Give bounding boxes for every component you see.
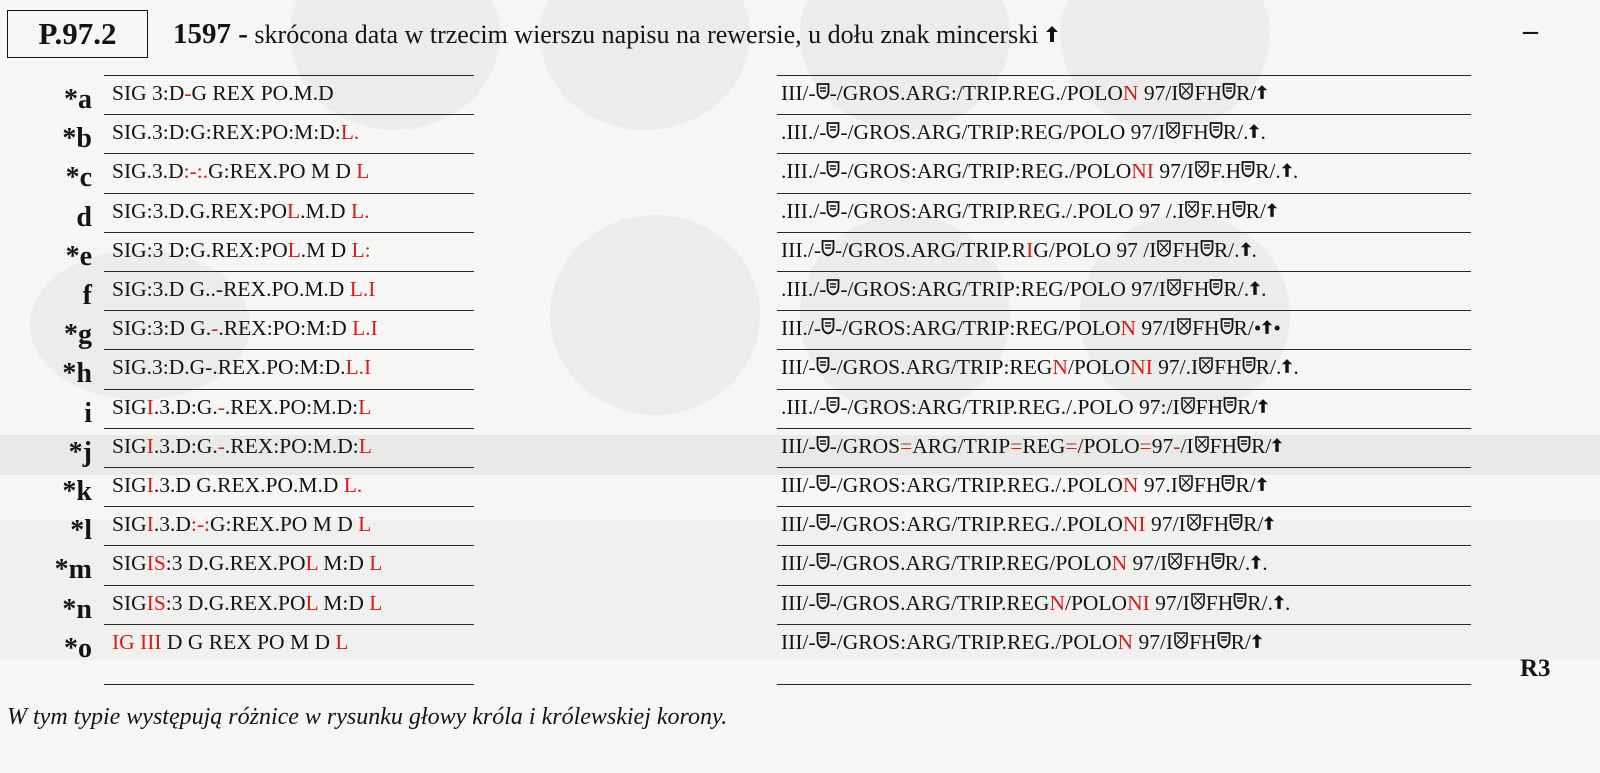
- legend-text: FH: [1183, 551, 1211, 576]
- legend-text: R/.: [1255, 355, 1282, 380]
- legend-text: R/: [1235, 473, 1256, 497]
- variant-row: [0, 232, 1600, 271]
- coat-of-arms-icon: [1173, 625, 1189, 659]
- variant-mark: I: [146, 473, 154, 497]
- legend-text: -/GROS:ARG/TRIP.REG./.POLO 97 /.I: [840, 198, 1185, 223]
- shield-icon: [1242, 350, 1256, 384]
- variant-mark: L: [287, 237, 301, 262]
- legend-text: .3.D:G.: [153, 394, 218, 419]
- legend-text: .: [1262, 551, 1268, 576]
- variant-mark: N: [1117, 629, 1134, 654]
- coat-of-arms-icon: [1165, 115, 1181, 149]
- legend-text: .3.D: [153, 512, 191, 537]
- variant-mark: IS: [146, 551, 166, 576]
- legend-text: .REX:PO:M:D: [218, 316, 353, 341]
- legend-text: .: [1261, 277, 1267, 301]
- bottom-rule: [777, 684, 1471, 685]
- variant-mark: L: [305, 590, 318, 615]
- legend-text: /POLO: [1064, 590, 1128, 615]
- legend-text: -/GROS:ARG/TRIP:REG./POLO: [840, 159, 1132, 184]
- variant-mark: =: [1065, 433, 1078, 458]
- reverse-legend: [777, 545, 1471, 583]
- legend-text: .: [1260, 120, 1266, 145]
- legend-text: -/GROS.ARG:/TRIP.REG./POLO: [829, 81, 1123, 105]
- variant-letter: *e: [65, 240, 92, 272]
- variant-mark: L: [287, 198, 301, 223]
- variant-letter: i: [84, 397, 92, 429]
- legend-text: .III./-: [781, 198, 827, 223]
- variant-letter: *o: [64, 632, 92, 664]
- obverse-legend: [104, 310, 474, 348]
- variant-letter: *c: [65, 162, 92, 194]
- legend-text: SIG 3:D: [112, 81, 185, 105]
- legend-text: SIG.3.D: [112, 159, 184, 184]
- legend-text: FH: [1209, 433, 1238, 458]
- reverse-legend: [777, 193, 1471, 231]
- type-description: skrócona data w trzecim wierszu napisu na rewersie, u dołu znak mincerski: [254, 20, 1039, 49]
- legend-text: 97/I: [1138, 81, 1179, 105]
- legend-text: :3 D.G.REX.PO: [165, 590, 306, 615]
- variant-mark: L: [356, 159, 370, 184]
- mint-mark-icon: [1250, 546, 1262, 580]
- legend-text: F.H: [1209, 159, 1242, 184]
- variant-row: [0, 114, 1600, 153]
- legend-text: SIG:3.D.G.REX:PO: [112, 198, 288, 223]
- coat-of-arms-icon: [1194, 429, 1210, 463]
- shield-icon: [1209, 272, 1223, 306]
- legend-text: M:D: [317, 551, 370, 576]
- variant-mark: =: [900, 433, 913, 458]
- obverse-legend: [104, 545, 474, 583]
- legend-text: .: [1293, 355, 1299, 380]
- footnote: W tym typie występują różnice w rysunku głowy króla i królewskiej korony.: [7, 704, 728, 730]
- variant-mark: L: [335, 629, 349, 654]
- legend-text: .M D: [300, 237, 352, 262]
- coat-of-arms-icon: [1190, 586, 1206, 620]
- legend-text: III/-: [781, 551, 816, 576]
- variant-mark: :-:: [190, 512, 210, 537]
- legend-text: FH: [1193, 473, 1222, 497]
- legend-text: G REX PO.M.D: [191, 81, 334, 105]
- legend-text: 97/I: [1136, 316, 1177, 341]
- legend-text: SIG: [112, 394, 147, 419]
- shield-icon: [1232, 194, 1246, 228]
- shield-icon: [1209, 115, 1223, 149]
- legend-text: .M.D: [300, 198, 351, 223]
- reverse-legend: [777, 310, 1471, 348]
- variant-mark: NI: [1130, 355, 1153, 380]
- legend-text: III/-: [781, 473, 816, 497]
- variant-mark: L:: [351, 237, 371, 262]
- variant-letter: *a: [64, 84, 92, 115]
- legend-text: .: [1251, 237, 1257, 262]
- shield-icon: [816, 350, 830, 384]
- reverse-legend: [777, 232, 1471, 270]
- legend-text: SIG: [112, 512, 147, 537]
- reverse-legend: [777, 271, 1471, 309]
- legend-text: FH: [1181, 277, 1210, 301]
- obverse-legend: [104, 114, 474, 152]
- legend-text: III./-: [781, 316, 821, 341]
- variant-mark: I: [146, 394, 154, 419]
- legend-text: III/-: [781, 355, 816, 380]
- coat-of-arms-icon: [1167, 546, 1183, 580]
- reverse-legend: [777, 75, 1471, 113]
- legend-text: R/.: [1247, 590, 1273, 615]
- shield-icon: [816, 468, 830, 502]
- rarity-badge: R3: [1520, 655, 1551, 682]
- legend-text: 97/I: [1133, 629, 1174, 654]
- shield-icon: [816, 429, 830, 463]
- mint-mark-icon: [1271, 429, 1283, 463]
- legend-text: -/GROS: [829, 433, 901, 458]
- variant-letter: *k: [62, 476, 92, 507]
- variant-mark: -: [217, 394, 225, 419]
- variant-row: [0, 310, 1600, 349]
- shield-icon: [816, 546, 830, 580]
- page-dash: –: [1523, 14, 1538, 47]
- variant-mark: L: [358, 512, 372, 537]
- variant-mark: L.I: [349, 277, 376, 301]
- legend-text: -/GROS:ARG/TRIP:REG/POLO 97/I: [840, 277, 1166, 301]
- variant-mark: L.: [340, 120, 360, 145]
- variant-row: [0, 585, 1600, 624]
- variant-mark: =: [1010, 433, 1023, 458]
- legend-text: G:REX.PO M D: [208, 159, 357, 184]
- legend-text: -/GROS.ARG/TRIP.R: [835, 237, 1027, 262]
- shield-icon: [816, 507, 830, 541]
- legend-text: .: [1292, 159, 1299, 184]
- shield-icon: [1237, 429, 1251, 463]
- variant-mark: L: [358, 394, 372, 419]
- variant-mark: L.: [343, 473, 363, 497]
- legend-text: FH: [1195, 394, 1224, 419]
- variant-letter: d: [76, 201, 92, 233]
- legend-text: FH: [1181, 120, 1209, 145]
- shield-icon: [821, 233, 835, 267]
- legend-text: 97/I: [1145, 512, 1186, 537]
- legend-text: III/-: [781, 81, 816, 105]
- bottom-rule: [104, 684, 474, 685]
- mint-mark-icon: [1256, 468, 1268, 502]
- legend-text: FH: [1172, 237, 1200, 262]
- type-code-box: P.97.2: [7, 10, 148, 58]
- legend-text: -/GROS:ARG/TRIP:REG/POLO: [835, 316, 1121, 341]
- mint-mark-icon: [1249, 272, 1261, 306]
- mint-mark-icon: [1266, 194, 1278, 228]
- legend-text: SIG.3:D.G-.REX.PO:M:D.: [112, 355, 346, 380]
- type-year: 1597 -: [173, 18, 248, 50]
- legend-text: M:D: [317, 590, 370, 615]
- variant-mark: N: [1120, 316, 1137, 341]
- coat-of-arms-icon: [1180, 390, 1196, 424]
- legend-text: .III./-: [781, 277, 827, 301]
- legend-text: SIG: [112, 433, 147, 458]
- variant-mark: -: [184, 81, 192, 105]
- legend-text: R/.: [1222, 120, 1249, 145]
- mint-mark-icon: [1257, 390, 1269, 424]
- legend-text: SIG: [112, 590, 147, 615]
- obverse-legend: [104, 349, 474, 387]
- shield-icon: [1220, 311, 1234, 345]
- variant-letter: *b: [62, 123, 92, 155]
- reverse-legend: [777, 389, 1471, 427]
- legend-text: III./-: [781, 237, 821, 262]
- coat-of-arms-icon: [1198, 350, 1214, 384]
- coat-of-arms-icon: [1194, 154, 1210, 188]
- legend-text: SIG:3:D G.: [112, 316, 212, 341]
- legend-text: F.H: [1200, 198, 1232, 223]
- variant-row: [0, 193, 1600, 232]
- variant-mark: L.I: [345, 355, 372, 380]
- reverse-legend: [777, 349, 1471, 387]
- legend-text: ARG/TRIP: [912, 433, 1011, 458]
- legend-text: FH: [1201, 512, 1230, 537]
- legend-text: III/-: [781, 590, 816, 615]
- legend-text: -/GROS.ARG/TRIP:REG: [829, 355, 1053, 380]
- legend-text: /POLO: [1077, 433, 1140, 458]
- shield-icon: [826, 272, 840, 306]
- legend-text: -/GROS:ARG/TRIP.REG./.POLO: [829, 473, 1123, 497]
- legend-text: III/-: [781, 512, 816, 537]
- legend-text: R/: [1243, 512, 1264, 537]
- shield-icon: [1211, 546, 1225, 580]
- shield-icon: [821, 311, 835, 345]
- shield-icon: [1223, 390, 1237, 424]
- legend-text: .III./-: [781, 159, 827, 184]
- legend-text: REG: [1022, 433, 1066, 458]
- variant-mark: :-:.: [183, 159, 209, 184]
- variant-mark: -: [217, 433, 225, 458]
- reverse-legend: [777, 467, 1471, 505]
- mint-mark-icon: [1251, 625, 1263, 659]
- variant-mark: =: [1139, 433, 1152, 458]
- variant-mark: L: [358, 433, 372, 458]
- variant-row: [0, 545, 1600, 584]
- coat-of-arms-icon: [1156, 233, 1172, 267]
- obverse-legend: [104, 271, 474, 309]
- variant-mark: I: [1026, 237, 1034, 262]
- legend-text: FH: [1214, 355, 1242, 380]
- legend-text: -/GROS:ARG/TRIP.REG./.POLO 97:/I: [840, 394, 1180, 419]
- legend-text: 97/I: [1149, 590, 1190, 615]
- legend-text: -/GROS.ARG/TRIP.REG: [829, 590, 1050, 615]
- reverse-legend: [777, 585, 1471, 623]
- legend-text: FH: [1189, 629, 1217, 654]
- obverse-legend: [104, 506, 474, 544]
- variant-mark: I: [146, 433, 154, 458]
- variant-mark: IG III: [112, 629, 162, 654]
- legend-text: .III./-: [781, 394, 827, 419]
- legend-text: R/: [1251, 433, 1272, 458]
- legend-text: G/POLO 97 /I: [1033, 237, 1157, 262]
- obverse-legend: [104, 389, 474, 427]
- mint-mark-icon: [1261, 311, 1273, 345]
- legend-text: R/.: [1255, 159, 1281, 184]
- legend-text: 97/.I: [1152, 355, 1199, 380]
- legend-text: III/-: [781, 433, 816, 458]
- legend-text: R/: [1230, 629, 1251, 654]
- variant-letter: *j: [68, 436, 92, 468]
- legend-text: -/GROS:ARG/TRIP.REG./POLO: [829, 629, 1118, 654]
- mint-mark-icon: [1281, 350, 1293, 384]
- variant-letter: *g: [64, 319, 92, 351]
- variant-mark: L.I: [352, 316, 378, 341]
- legend-text: •: [1273, 316, 1281, 341]
- legend-text: /POLO: [1067, 355, 1131, 380]
- variant-mark: N: [1049, 590, 1065, 615]
- variant-mark: L.: [350, 198, 370, 223]
- coat-of-arms-icon: [1186, 507, 1202, 541]
- shield-icon: [1221, 468, 1235, 502]
- legend-text: .3.D G.REX.PO.M.D: [153, 473, 344, 497]
- legend-text: R/: [1237, 394, 1258, 419]
- variant-letter: *m: [54, 554, 92, 586]
- type-heading: [173, 18, 1059, 51]
- legend-text: .: [1284, 590, 1291, 615]
- reverse-legend: [777, 624, 1471, 662]
- obverse-legend: [104, 193, 474, 231]
- variant-letter: *n: [62, 593, 92, 625]
- legend-text: FH: [1205, 590, 1234, 615]
- legend-text: 97.I: [1138, 473, 1178, 497]
- variant-mark: -: [211, 316, 219, 341]
- shield-icon: [816, 586, 830, 620]
- legend-text: /I: [1180, 433, 1194, 458]
- legend-text: FH: [1194, 81, 1222, 105]
- variant-row: [0, 389, 1600, 428]
- variant-row: [0, 506, 1600, 545]
- shield-icon: [826, 390, 840, 424]
- legend-text: SIG.3:D:G:REX:PO:M:D:: [112, 120, 341, 145]
- reverse-legend: [777, 506, 1471, 544]
- legend-text: 97/I: [1153, 159, 1194, 184]
- reverse-legend: [777, 428, 1471, 466]
- legend-text: -/GROS.ARG/TRIP.REG/POLO: [829, 551, 1112, 576]
- reverse-legend: [777, 153, 1471, 191]
- variant-mark: N: [1052, 355, 1068, 380]
- variant-mark: NI: [1131, 159, 1154, 184]
- obverse-legend: [104, 624, 474, 662]
- shield-icon: [1217, 625, 1231, 659]
- legend-text: .REX:PO:M.D:: [224, 433, 359, 458]
- variant-row: [0, 428, 1600, 467]
- legend-text: R/.: [1224, 551, 1251, 576]
- coat-of-arms-icon: [1178, 76, 1194, 110]
- coat-of-arms-icon: [1166, 272, 1182, 306]
- shield-icon: [1229, 507, 1243, 541]
- variant-mark: NI: [1127, 590, 1150, 615]
- mint-mark-icon: [1240, 233, 1252, 267]
- variant-mark: IS: [146, 590, 166, 615]
- legend-text: R/•: [1233, 316, 1262, 341]
- obverse-legend: [104, 232, 474, 270]
- obverse-legend: [104, 585, 474, 623]
- mint-mark-icon: [1273, 586, 1285, 620]
- variant-letter: f: [82, 280, 92, 311]
- variant-mark: N: [1122, 81, 1139, 105]
- variant-mark: N: [1111, 551, 1128, 576]
- shield-icon: [1233, 586, 1247, 620]
- shield-icon: [826, 154, 840, 188]
- variant-mark: NI: [1122, 512, 1146, 537]
- variant-mark: L: [369, 551, 383, 576]
- variant-mark: N: [1122, 473, 1139, 497]
- variant-mark: L: [305, 551, 318, 576]
- legend-text: R/.: [1223, 277, 1250, 301]
- variant-row: [0, 153, 1600, 192]
- legend-text: R/.: [1213, 237, 1240, 262]
- variant-letter: *l: [70, 515, 92, 547]
- obverse-legend: [104, 428, 474, 466]
- coat-of-arms-icon: [1176, 311, 1192, 345]
- legend-text: .III./-: [781, 120, 827, 145]
- legend-text: R/: [1235, 81, 1257, 105]
- legend-text: .3.D:G.: [153, 433, 218, 458]
- shield-icon: [816, 625, 830, 659]
- coat-of-arms-icon: [1178, 468, 1194, 502]
- obverse-legend: [104, 467, 474, 505]
- legend-text: :3 D.G.REX.PO: [165, 551, 306, 576]
- variant-mark: L: [369, 590, 383, 615]
- shield-icon: [1241, 154, 1255, 188]
- legend-text: 97/I: [1127, 551, 1168, 576]
- shield-icon: [816, 76, 830, 110]
- variant-mark: I: [146, 512, 154, 537]
- mint-mark-icon: [1263, 507, 1275, 541]
- legend-text: -/GROS.ARG/TRIP:REG/POLO 97/I: [840, 120, 1166, 145]
- legend-text: G:REX.PO M D: [209, 512, 359, 537]
- legend-text: R/: [1245, 198, 1266, 223]
- coat-of-arms-icon: [1184, 194, 1200, 228]
- variant-row: [0, 349, 1600, 388]
- variant-letter: *h: [62, 358, 92, 390]
- legend-text: SIG:3 D:G.REX:PO: [112, 237, 288, 262]
- mint-mark-icon: [1045, 20, 1059, 50]
- legend-text: .REX.PO:M.D:: [224, 394, 359, 419]
- legend-text: III/-: [781, 629, 816, 654]
- mint-mark-icon: [1256, 76, 1268, 110]
- reverse-legend: [777, 114, 1471, 152]
- shield-icon: [826, 115, 840, 149]
- legend-text: SIG:3.D G..-REX.PO.M.D: [112, 277, 350, 301]
- legend-text: D G REX PO M D: [161, 629, 336, 654]
- mint-mark-icon: [1281, 154, 1293, 188]
- variant-row: [0, 271, 1600, 310]
- legend-text: SIG: [112, 473, 147, 497]
- shield-icon: [826, 194, 840, 228]
- shield-icon: [1222, 76, 1236, 110]
- variant-row: [0, 467, 1600, 506]
- variant-mark: -: [1173, 433, 1181, 458]
- legend-text: FH: [1192, 316, 1220, 341]
- legend-text: 97: [1151, 433, 1174, 458]
- legend-text: SIG: [112, 551, 147, 576]
- obverse-legend: [104, 153, 474, 191]
- obverse-legend: [104, 75, 474, 113]
- variant-row: [0, 75, 1600, 114]
- legend-text: -/GROS:ARG/TRIP.REG./.POLO: [829, 512, 1123, 537]
- variant-row: [0, 624, 1600, 663]
- shield-icon: [1200, 233, 1214, 267]
- mint-mark-icon: [1248, 115, 1260, 149]
